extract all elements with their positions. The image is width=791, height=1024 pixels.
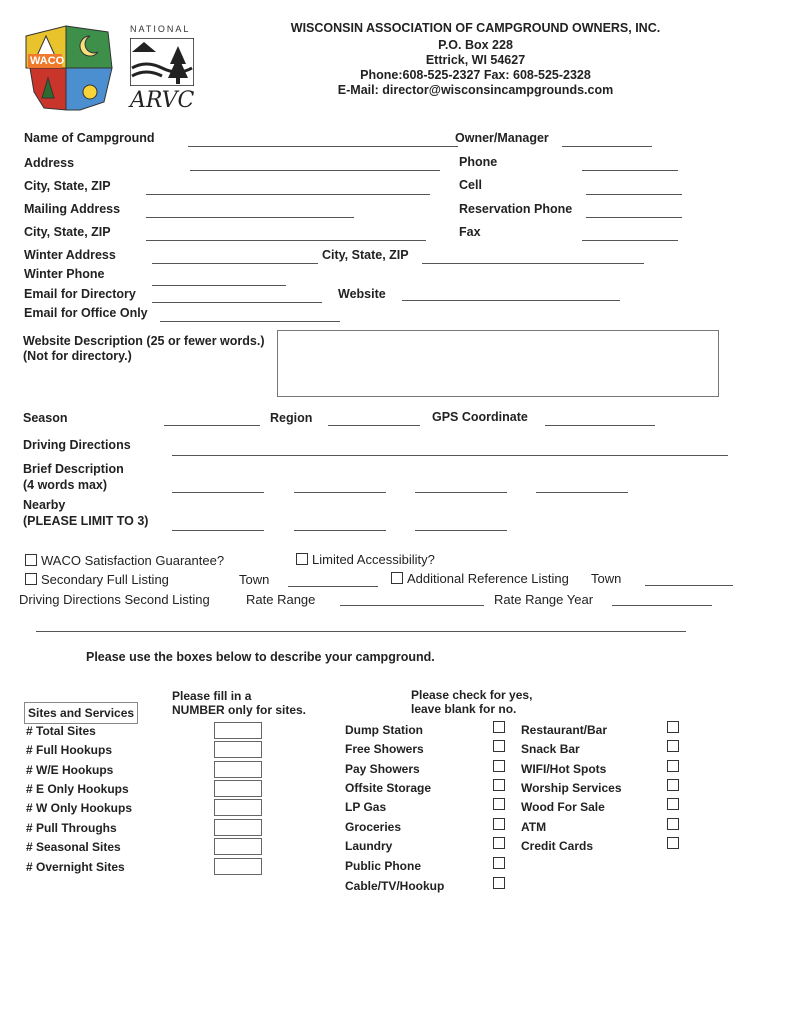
arvc-logo-text: ARVC: [130, 88, 195, 113]
satisfaction-label: WACO Satisfaction Guarantee?: [41, 553, 225, 568]
phone-fax: Phone:608-525-2327 Fax: 608-525-2328: [360, 68, 591, 82]
brief-description-field-3[interactable]: [415, 492, 507, 493]
city-state-zip-label-2: City, State, ZIP: [24, 225, 111, 239]
amenity-checkbox[interactable]: [667, 818, 679, 830]
site-number-box[interactable]: [214, 838, 262, 855]
amenity-label: WIFI/Hot Spots: [521, 762, 607, 776]
town-label-1: Town: [239, 572, 270, 587]
mailing-address-field[interactable]: [146, 217, 354, 218]
nearby-field-2[interactable]: [294, 530, 386, 531]
rate-range-year-field[interactable]: [612, 605, 712, 606]
amenity-label: Free Showers: [345, 742, 424, 756]
arvc-national-text: NATIONAL: [130, 24, 191, 34]
amenity-label: Restaurant/Bar: [521, 723, 608, 737]
phone-label: Phone: [459, 155, 498, 169]
reservation-phone-field[interactable]: [586, 217, 682, 218]
header-email: E-Mail: director@wisconsincampgrounds.com: [337, 83, 614, 97]
amenity-label: Laundry: [345, 839, 393, 853]
fax-label: Fax: [459, 225, 481, 239]
sites-header-text: Sites and Services: [28, 706, 135, 720]
amenity-checkbox[interactable]: [493, 798, 505, 810]
brief-description-field-2[interactable]: [294, 492, 386, 493]
mailing-address-label: Mailing Address: [24, 202, 121, 216]
amenity-checkbox[interactable]: [493, 760, 505, 772]
season-label: Season: [23, 411, 68, 425]
amenity-checkbox[interactable]: [493, 740, 505, 752]
site-number-box[interactable]: [214, 819, 262, 836]
winter-phone-label: Winter Phone: [24, 267, 105, 281]
brief-description-label: Brief Description: [23, 462, 124, 476]
driving-second-label: Driving Directions Second Listing: [19, 592, 210, 607]
website-description-note: (Not for directory.): [23, 349, 132, 363]
org-name: WISCONSIN ASSOCIATION OF CAMPGROUND OWNERS, INC.: [290, 21, 661, 35]
brief-description-field-4[interactable]: [536, 492, 628, 493]
services-instruction: Please use the boxes below to describe your campground.: [86, 650, 435, 664]
limited-access-checkbox[interactable]: [296, 553, 308, 565]
website-field[interactable]: [402, 300, 620, 301]
email-directory-label: Email for Directory: [24, 287, 136, 301]
phone-field[interactable]: [582, 170, 678, 171]
amenity-label: Credit Cards: [521, 839, 594, 853]
limited-access-label: Limited Accessibility?: [312, 552, 435, 567]
cell-label: Cell: [459, 178, 482, 192]
fax-field[interactable]: [582, 240, 678, 241]
driving-directions-label: Driving Directions: [23, 438, 131, 452]
secondary-listing-checkbox[interactable]: [25, 573, 37, 585]
site-label: # Seasonal Sites: [26, 840, 121, 854]
gps-field[interactable]: [545, 425, 655, 426]
website-label: Website: [338, 287, 386, 301]
site-label: # W Only Hookups: [26, 801, 133, 815]
email-office-field[interactable]: [160, 321, 340, 322]
amenity-label: Worship Services: [521, 781, 622, 795]
secondary-listing-label: Secondary Full Listing: [41, 572, 169, 587]
driving-directions-field[interactable]: [172, 455, 728, 456]
amenity-checkbox[interactable]: [667, 798, 679, 810]
amenity-label: Pay Showers: [345, 762, 420, 776]
nearby-note: (PLEASE LIMIT TO 3): [23, 514, 149, 528]
po-box: P.O. Box 228: [438, 38, 513, 52]
winter-address-label: Winter Address: [24, 248, 116, 262]
amenity-label: LP Gas: [345, 800, 387, 814]
amenity-checkbox[interactable]: [493, 837, 505, 849]
check-note-1: Please check for yes,: [411, 688, 533, 702]
cell-field[interactable]: [586, 194, 682, 195]
amenity-label: Offsite Storage: [345, 781, 432, 795]
nearby-field-3[interactable]: [415, 530, 507, 531]
owner-manager-field[interactable]: [562, 146, 652, 147]
region-field[interactable]: [328, 425, 420, 426]
town-field-1[interactable]: [288, 586, 378, 587]
amenity-label: Dump Station: [345, 723, 423, 737]
rate-range-field[interactable]: [340, 605, 484, 606]
address-field[interactable]: [190, 170, 440, 171]
city-state-zip-field-1[interactable]: [146, 194, 430, 195]
email-office-label: Email for Office Only: [24, 306, 148, 320]
brief-description-field-1[interactable]: [172, 492, 264, 493]
site-label: # W/E Hookups: [26, 763, 114, 777]
amenity-label: ATM: [521, 820, 547, 834]
site-label: # E Only Hookups: [26, 782, 129, 796]
number-note-1: Please fill in a: [172, 689, 252, 703]
amenity-label: Groceries: [345, 820, 402, 834]
amenity-checkbox[interactable]: [667, 740, 679, 752]
amenity-checkbox[interactable]: [667, 760, 679, 772]
site-number-box[interactable]: [214, 799, 262, 816]
website-description-box[interactable]: [277, 330, 719, 397]
owner-manager-label: Owner/Manager: [455, 131, 549, 145]
amenity-checkbox[interactable]: [667, 837, 679, 849]
amenity-label: Snack Bar: [521, 742, 580, 756]
site-label: # Total Sites: [26, 724, 96, 738]
number-note-2: NUMBER only for sites.: [172, 703, 307, 717]
region-label: Region: [270, 411, 313, 425]
amenity-label: Cable/TV/Hookup: [345, 879, 445, 893]
amenity-checkbox[interactable]: [667, 721, 679, 733]
gps-label: GPS Coordinate: [432, 410, 528, 424]
site-number-box[interactable]: [214, 761, 262, 778]
winter-city-state-zip-label: City, State, ZIP: [322, 248, 409, 262]
check-note-2: leave blank for no.: [411, 702, 517, 716]
nearby-label: Nearby: [23, 498, 66, 512]
email-directory-field[interactable]: [152, 302, 322, 303]
winter-address-field[interactable]: [152, 263, 318, 264]
site-label: # Overnight Sites: [26, 860, 125, 874]
waco-logo-text: WACO: [30, 55, 65, 67]
reservation-phone-label: Reservation Phone: [459, 202, 573, 216]
name-of-campground-field[interactable]: [188, 146, 458, 147]
town-field-2[interactable]: [645, 585, 733, 586]
city-line: Ettrick, WI 54627: [425, 53, 526, 67]
season-field[interactable]: [164, 425, 260, 426]
sites-header: [24, 702, 138, 724]
rate-range-year-label: Rate Range Year: [494, 592, 594, 607]
additional-reference-checkbox[interactable]: [391, 572, 403, 584]
town-label-2: Town: [591, 571, 622, 586]
site-number-box[interactable]: [214, 858, 262, 875]
satisfaction-checkbox[interactable]: [25, 554, 37, 566]
site-label: # Full Hookups: [26, 743, 113, 757]
amenity-checkbox[interactable]: [493, 857, 505, 869]
amenity-checkbox[interactable]: [667, 779, 679, 791]
amenity-checkbox[interactable]: [493, 721, 505, 733]
name-of-campground-label: Name of Campground: [24, 131, 155, 145]
amenity-label: Public Phone: [345, 859, 422, 873]
section-divider: [36, 631, 686, 632]
winter-phone-field[interactable]: [152, 285, 286, 286]
rate-range-label: Rate Range: [246, 592, 316, 607]
site-number-box[interactable]: [214, 722, 262, 739]
amenity-checkbox[interactable]: [493, 818, 505, 830]
amenity-checkbox[interactable]: [493, 779, 505, 791]
address-label: Address: [24, 156, 75, 170]
nearby-field-1[interactable]: [172, 530, 264, 531]
site-number-box[interactable]: [214, 741, 262, 758]
site-number-box[interactable]: [214, 780, 262, 797]
amenity-checkbox[interactable]: [493, 877, 505, 889]
city-state-zip-label-1: City, State, ZIP: [24, 179, 111, 193]
website-description-label: Website Description (25 or fewer words.): [23, 334, 265, 348]
site-label: # Pull Throughs: [26, 821, 117, 835]
city-state-zip-field-2[interactable]: [146, 240, 426, 241]
additional-reference-label: Additional Reference Listing: [407, 571, 569, 586]
amenity-label: Wood For Sale: [521, 800, 605, 814]
brief-description-note: (4 words max): [23, 478, 108, 492]
winter-city-state-zip-field[interactable]: [422, 263, 644, 264]
